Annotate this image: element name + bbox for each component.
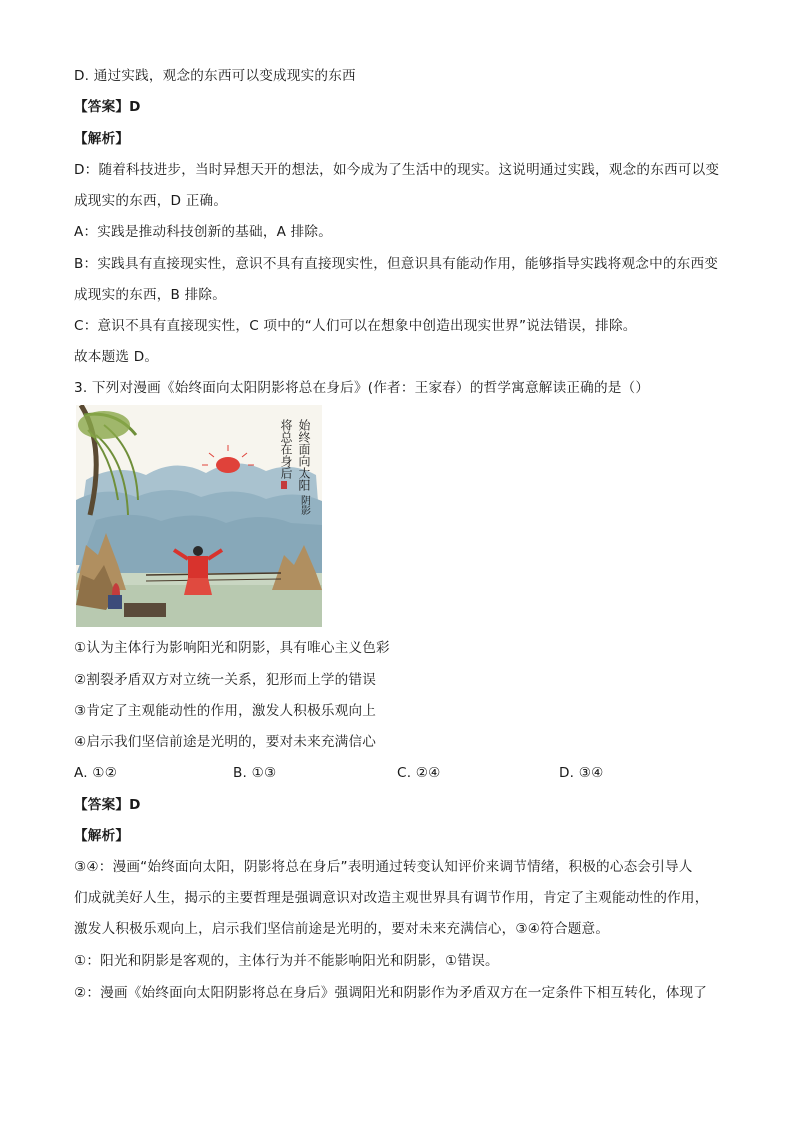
option-d: D. ③④ bbox=[559, 765, 604, 781]
analysis-line-3: A：实践是推动科技创新的基础，A 排除。 bbox=[74, 224, 333, 240]
statement-2: ②割裂矛盾双方对立统一关系，犯形而上学的错误 bbox=[74, 672, 377, 688]
seal-stamp bbox=[281, 481, 287, 489]
answer-label: 【答案】D bbox=[74, 797, 141, 813]
analysis-line-4: B：实践具有直接现实性，意识不具有直接现实性，但意识具有能动作用，能够指导实践将观念中的东西变 bbox=[74, 256, 719, 272]
calligraphy-line-3: 将总在身后 bbox=[279, 419, 293, 479]
calligraphy-line-2: 阴影 bbox=[298, 495, 310, 515]
option-c: C. ②④ bbox=[397, 765, 441, 781]
option-a: A. ①② bbox=[74, 765, 118, 781]
analysis-label-prev: 【解析】 bbox=[74, 131, 130, 147]
analysis-label: 【解析】 bbox=[74, 828, 130, 844]
analysis-text-2: 们成就美好人生，揭示的主要哲理是强调意识对改造主观世界具有调节作用，肯定了主观能动性的作用， bbox=[74, 890, 709, 906]
answer-label-prev: 【答案】D bbox=[74, 99, 141, 115]
option-d-prev: D. 通过实践，观念的东西可以变成现实的东西 bbox=[74, 68, 356, 84]
cartoon-illustration bbox=[76, 405, 322, 627]
statement-4: ④启示我们坚信前途是光明的，要对未来充满信心 bbox=[74, 734, 377, 750]
analysis-line-5: 成现实的东西，B 排除。 bbox=[74, 287, 226, 303]
analysis-line-2: 成现实的东西，D 正确。 bbox=[74, 193, 228, 209]
analysis-text-3: 激发人积极乐观向上，启示我们坚信前途是光明的，要对未来充满信心，③④符合题意。 bbox=[74, 921, 610, 937]
calligraphy-line-1: 始终面向太阳 bbox=[297, 419, 311, 491]
conclusion-line: 故本题选 D。 bbox=[74, 349, 159, 365]
analysis-line-1: D：随着科技进步，当时异想天开的想法，如今成为了生活中的现实。这说明通过实践，观念的东西可以变 bbox=[74, 162, 720, 178]
analysis-text-4: ①：阳光和阴影是客观的，主体行为并不能影响阳光和阴影，①错误。 bbox=[74, 953, 499, 969]
analysis-text-1: ③④：漫画“始终面向太阳，阴影将总在身后”表明通过转变认知评价来调节情绪，积极的心态会引导人 bbox=[74, 859, 693, 875]
statement-3: ③肯定了主观能动性的作用，激发人积极乐观向上 bbox=[74, 703, 377, 719]
option-b: B. ①③ bbox=[233, 765, 277, 781]
analysis-line-6: C：意识不具有直接现实性，C 项中的“人们可以在想象中创造出现实世界”说法错误，排除。 bbox=[74, 318, 637, 334]
statement-1: ①认为主体行为影响阳光和阴影，具有唯心主义色彩 bbox=[74, 640, 390, 656]
analysis-text-5: ②：漫画《始终面向太阳阴影将总在身后》强调阳光和阴影作为矛盾双方在一定条件下相互转化，体现了 bbox=[74, 985, 708, 1001]
question-3-stem: 3. 下列对漫画《始终面向太阳阴影将总在身后》(作者：王家春）的哲学寓意解读正确的是（） bbox=[74, 380, 650, 396]
